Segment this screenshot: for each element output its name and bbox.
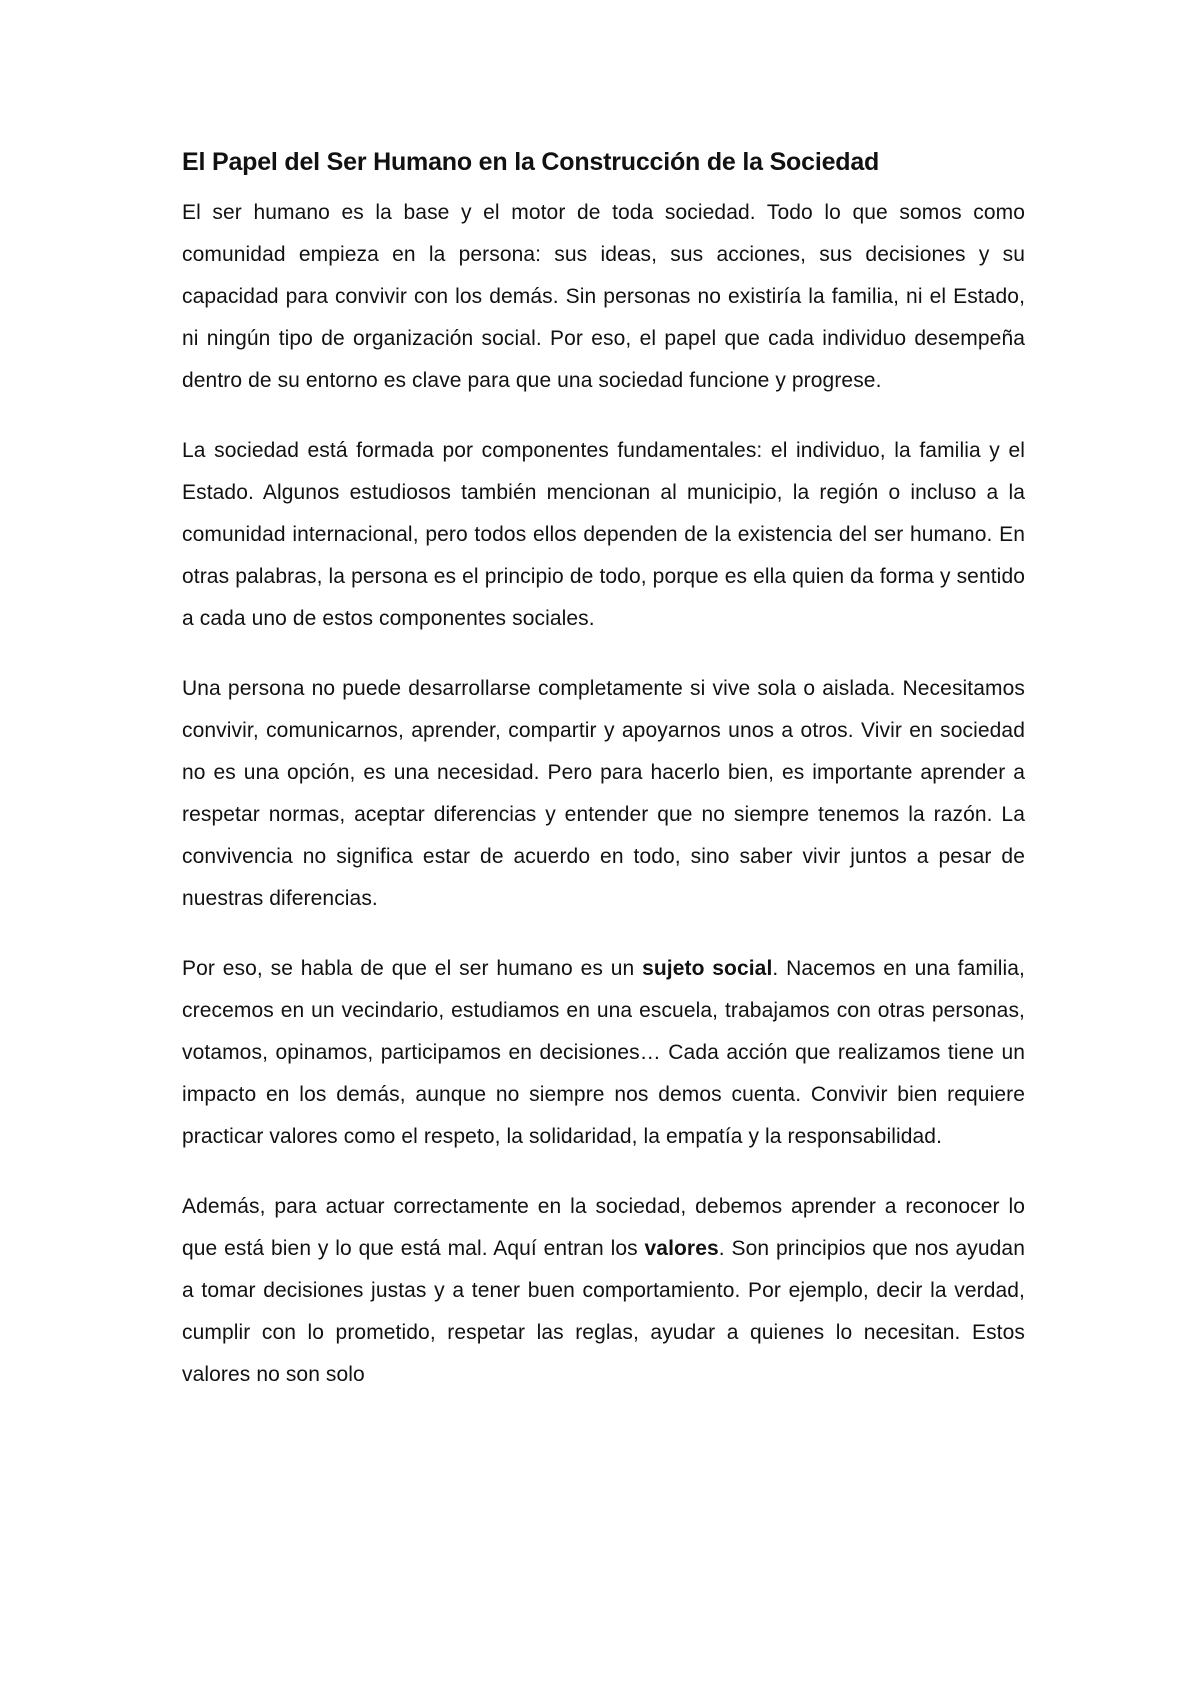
paragraph-5 xyxy=(182,1186,1025,1396)
paragraph-4-bold-term: sujeto social xyxy=(642,957,773,980)
document-title: El Papel del Ser Humano en la Construcción de la Sociedad xyxy=(182,148,880,176)
paragraph-3: Una persona no puede desarrollarse completamente si vive sola o aislada. Necesitamos convivir, comunicarnos, aprender, compartir y apoyarnos unos a otros. Vivir en sociedad no es una opción, es una necesidad. Pero para hacerlo bien, es importante aprender a respetar normas, aceptar diferencias y entender que no siempre tenemos la razón. La convivencia no significa estar de acuerdo en todo, sino saber vivir juntos a pesar de nuestras diferencias. xyxy=(182,677,1025,910)
document-page xyxy=(182,140,1025,1424)
paragraph-4 xyxy=(182,948,1025,1158)
paragraph-2: La sociedad está formada por componentes fundamentales: el individuo, la familia y el Estado. Algunos estudiosos también mencionan al municipio, la región o incluso a la comunidad internacional, pero todos ellos dependen de la existencia del ser humano. En otras palabras, la persona es el principio de todo, porque es ella quien da forma y sentido a cada uno de estos componentes sociales. xyxy=(182,439,1025,630)
paragraph-4-text-before: Por eso, se habla de que el ser humano es un xyxy=(182,957,643,980)
paragraph-1: El ser humano es la base y el motor de toda sociedad. Todo lo que somos como comunidad empieza en la persona: sus ideas, sus acciones, sus decisiones y su capacidad para convivir con los demás. Sin personas no existiría la familia, ni el Estado, ni ningún tipo de organización social. Por eso, el papel que cada individuo desempeña dentro de su entorno es clave para que una sociedad funcione y progrese. xyxy=(182,201,1025,392)
paragraph-5-text-after: . Son principios que nos ayudan a tomar decisiones justas y a tener buen comportamiento. Por ejemplo, decir la verdad, cumplir con lo prometido, respetar las reglas, ayudar a quienes lo necesitan. Estos valores no son solo xyxy=(182,1237,1025,1386)
paragraph-5-bold-term: valores xyxy=(644,1237,719,1260)
paragraph-4-text-after: . Nacemos en una familia, crecemos en un vecindario, estudiamos en una escuela, trabajamos con otras personas, votamos, opinamos, participamos en decisiones… Cada acción que realizamos tiene un impacto en los demás, aunque no siempre nos demos cuenta. Convivir bien requiere practicar valores como el respeto, la solidaridad, la empatía y la responsabilidad. xyxy=(182,957,1025,1148)
paragraph-5-text-before: Además, para actuar correctamente en la sociedad, debemos aprender a reconocer lo que está bien y lo que está mal. Aquí entran los xyxy=(182,1195,1025,1260)
